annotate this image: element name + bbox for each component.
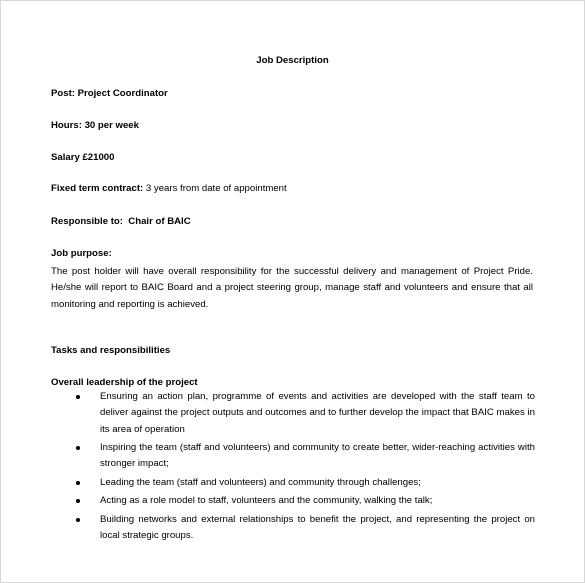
responsible-to-line: Responsible to: Chair of BAIC <box>51 216 191 227</box>
bullet-icon <box>76 446 80 450</box>
list-item <box>51 389 535 438</box>
bullet-icon <box>76 518 80 522</box>
salary-line: Salary £21000 <box>51 152 115 163</box>
fixed-term-value: 3 years from date of appointment <box>143 183 287 194</box>
list-item <box>51 475 535 491</box>
bullet-icon <box>76 481 80 485</box>
list-item-text: Building networks and external relationships to benefit the project, and representing the project on local strategic groups. <box>100 513 535 542</box>
list-item-text: Ensuring an action plan, programme of events and activities are developed with the staff team to deliver against the project outputs and outcomes and to further develop the impact that BAIC makes in its area of operation <box>100 391 535 435</box>
document-title: Job Description <box>256 55 329 66</box>
post-line: Post: Project Coordinator <box>51 88 168 99</box>
list-item-text: Acting as a role model to staff, volunteers and the community, walking the talk; <box>100 495 433 507</box>
tasks-heading: Tasks and responsibilities <box>51 345 171 356</box>
bullet-icon <box>76 499 80 503</box>
job-purpose-text: The post holder will have overall responsibility for the successful delivery and management of Project Pride. He/she will report to BAIC Board and a project steering group, manage staff and volunteers and ensure that all monitoring and reporting is achieved. <box>51 266 533 310</box>
leadership-heading: Overall leadership of the project <box>51 377 198 388</box>
job-purpose-heading: Job purpose: <box>51 248 112 259</box>
list-item-text: Inspiring the team (staff and volunteers) and community to create better, wider-reaching activities with stronger impact; <box>100 442 535 470</box>
fixed-term-line <box>51 183 287 194</box>
responsibilities-list <box>51 389 535 547</box>
list-item <box>51 440 535 473</box>
hours-line: Hours: 30 per week <box>51 120 139 131</box>
bullet-icon <box>76 395 80 399</box>
list-item-text: Leading the team (staff and volunteers) and community through challenges; <box>100 476 421 488</box>
list-item <box>51 493 535 509</box>
list-item <box>51 512 535 545</box>
fixed-term-label: Fixed term contract: <box>51 183 144 194</box>
